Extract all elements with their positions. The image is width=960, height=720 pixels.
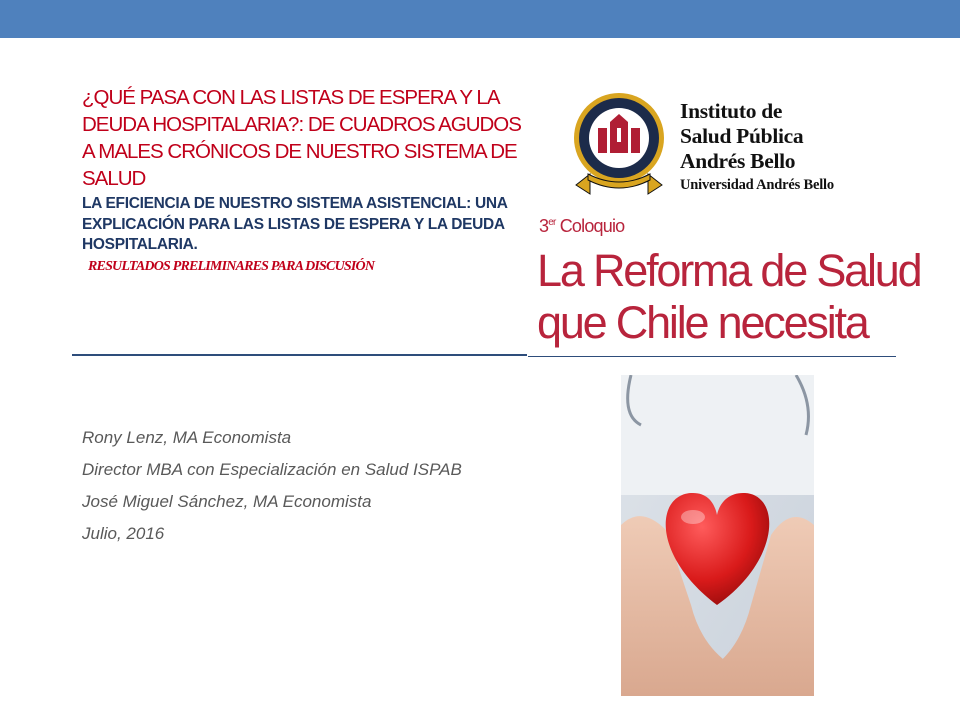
slide-subtitle: LA EFICIENCIA DE NUESTRO SISTEMA ASISTENCIAL: UNA EXPLICACIÓN PARA LAS LISTAS DE ESPERA Y LA DEUDA HOSPITALARIA. xyxy=(82,195,508,253)
author-line-3: José Miguel Sánchez, MA Economista xyxy=(82,492,372,511)
event-label xyxy=(539,216,624,237)
slide-title-block xyxy=(82,84,528,278)
institute-line-1: Instituto de xyxy=(680,99,783,123)
title-divider-left xyxy=(72,354,527,356)
event-title-line-1: La Reforma de Salud xyxy=(537,245,921,296)
institute-logo-icon xyxy=(572,88,666,198)
author-line-2: Director MBA con Especialización en Salud ISPAB xyxy=(82,460,462,479)
event-title-line-2: que Chile necesita xyxy=(537,297,868,348)
authors-block xyxy=(82,426,512,554)
event-ordinal: 3 xyxy=(539,216,549,236)
heart-hands-photo xyxy=(621,375,814,696)
author-line-1: Rony Lenz, MA Economista xyxy=(82,428,292,447)
institute-name xyxy=(680,99,834,195)
event-ordinal-suffix: er xyxy=(548,217,556,228)
event-label-text: Coloquio xyxy=(559,216,625,236)
slide-title: ¿QUÉ PASA CON LAS LISTAS DE ESPERA Y LA DEUDA HOSPITALARIA?: DE CUADROS AGUDOS A MALES CRÓNICOS DE NUESTRO SISTEMA DE SALUD xyxy=(82,86,521,190)
title-divider-right xyxy=(528,356,896,357)
institute-line-3: Andrés Bello xyxy=(680,149,796,173)
university-name: Universidad Andrés Bello xyxy=(680,177,834,193)
slide-note xyxy=(82,256,528,278)
slide-note-text: RESULTADOS PRELIMINARES PARA DISCUSIÓN xyxy=(88,258,375,274)
top-banner-bar xyxy=(0,0,960,38)
institute-line-2: Salud Pública xyxy=(680,124,804,148)
date-line: Julio, 2016 xyxy=(82,524,165,543)
